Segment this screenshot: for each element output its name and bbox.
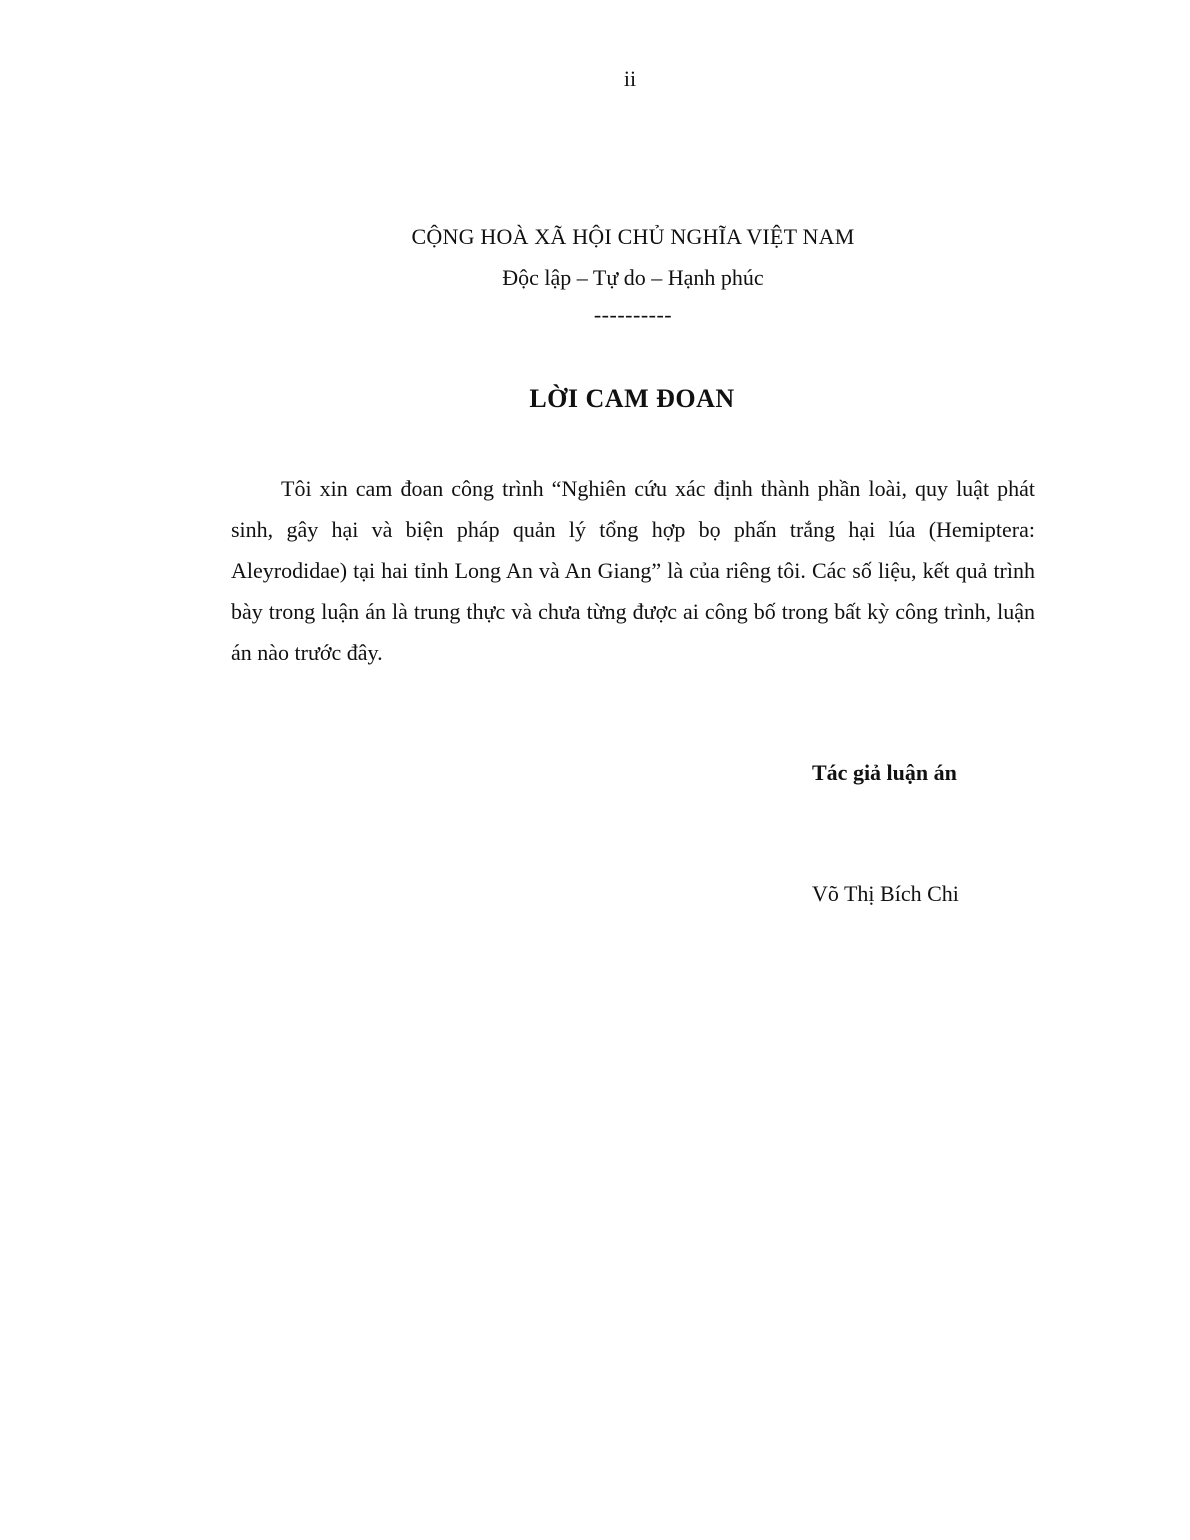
national-motto: Độc lập – Tự do – Hạnh phúc: [502, 265, 764, 290]
declaration-paragraph: Tôi xin cam đoan công trình “Nghiên cứu xác định thành phần loài, quy luật phát sinh, gây hại và biện pháp quản lý tổng hợp bọ phấn trắng hại lúa (Hemiptera: Aleyrodidae) tại hai tỉnh Long An và An Giang” là của riêng tôi. Các số liệu, kết quả trình bày trong luận án là trung thực và chưa từng được ai công bố trong bất kỳ công trình, luận án nào trước đây.: [231, 476, 1035, 665]
national-header: [0, 222, 1190, 325]
page-title: LỜI CAM ĐOAN: [529, 384, 735, 413]
header-separator: ----------: [593, 302, 673, 327]
page-number: ii: [623, 66, 637, 91]
author-label: Tác giả luận án: [812, 760, 957, 785]
author-name: Võ Thị Bích Chi: [812, 881, 959, 906]
country-name: CỘNG HOÀ XÃ HỘI CHỦ NGHĨA VIỆT NAM: [411, 224, 855, 249]
